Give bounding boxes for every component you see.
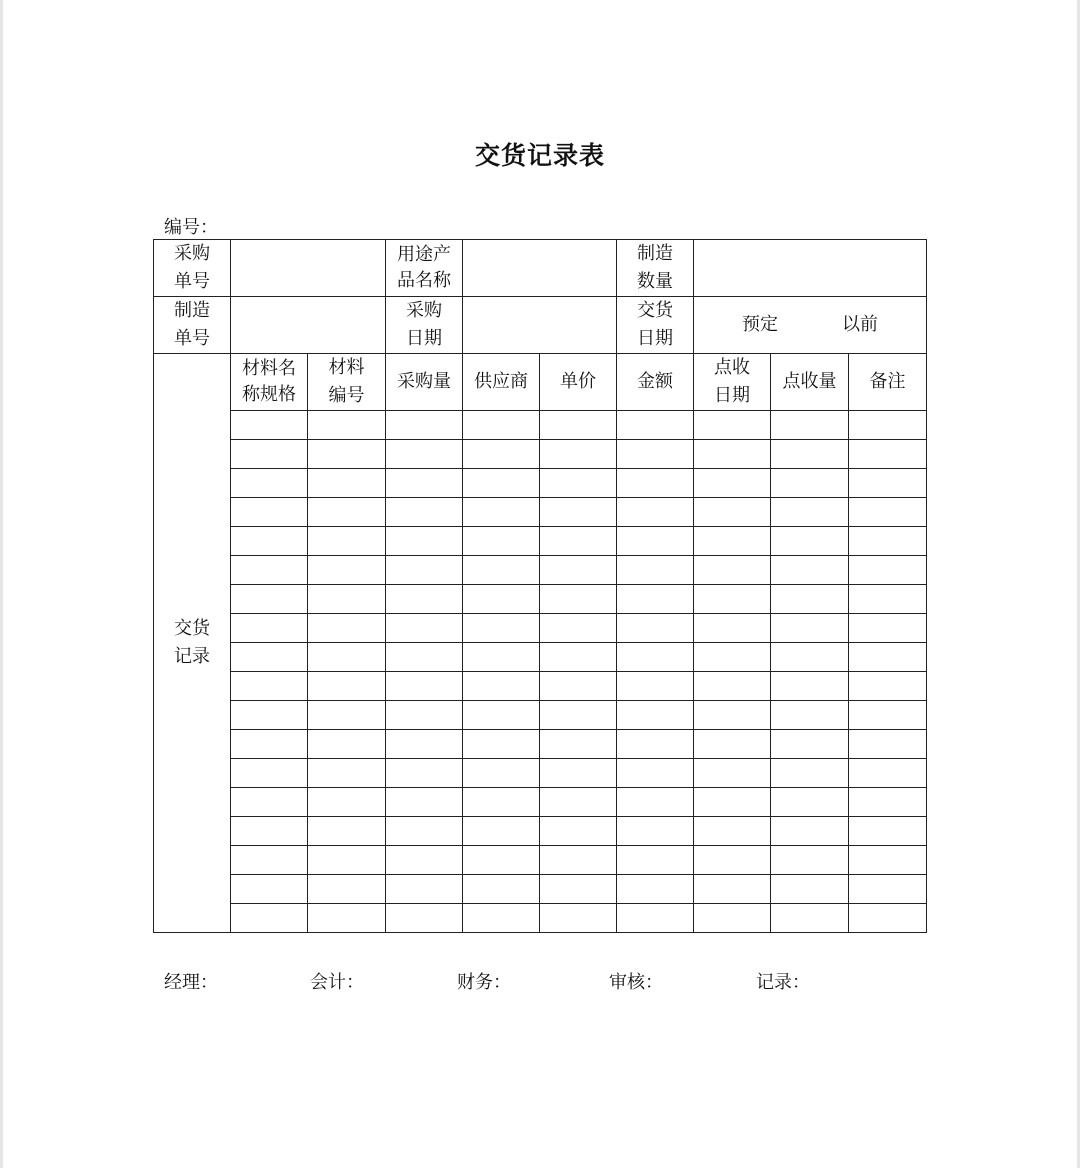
table-cell[interactable] (694, 672, 771, 701)
column-header-unit-price: 单价 (540, 354, 617, 411)
table-row (154, 817, 927, 846)
column-header-material-name: 材料名称规格 (231, 354, 308, 411)
table-cell[interactable] (694, 527, 771, 556)
table-cell[interactable] (386, 788, 463, 817)
table-cell[interactable] (463, 672, 540, 701)
table-cell[interactable] (231, 875, 308, 904)
table-cell[interactable] (617, 846, 694, 875)
table-cell[interactable] (540, 846, 617, 875)
table-cell[interactable] (386, 817, 463, 846)
table-cell[interactable] (771, 759, 849, 788)
column-header-material-code: 材料编号 (308, 354, 386, 411)
table-cell[interactable] (386, 614, 463, 643)
table-cell[interactable] (694, 904, 771, 933)
table-cell[interactable] (386, 730, 463, 759)
table-cell[interactable] (771, 817, 849, 846)
table-cell[interactable] (231, 498, 308, 527)
table-row (154, 440, 927, 469)
table-cell[interactable] (849, 585, 927, 614)
table-cell[interactable] (231, 614, 308, 643)
table-cell[interactable] (308, 614, 386, 643)
table-cell[interactable] (771, 527, 849, 556)
table-row (154, 585, 927, 614)
table-cell[interactable] (617, 469, 694, 498)
table-cell[interactable] (463, 498, 540, 527)
table-cell[interactable] (694, 585, 771, 614)
table-cell[interactable] (694, 643, 771, 672)
table-row (154, 904, 927, 933)
table-cell[interactable] (617, 730, 694, 759)
table-cell[interactable] (617, 498, 694, 527)
table-cell[interactable] (308, 875, 386, 904)
table-cell[interactable] (694, 498, 771, 527)
table-cell[interactable] (617, 585, 694, 614)
column-header-received-qty: 点收量 (771, 354, 849, 411)
table-cell[interactable] (694, 817, 771, 846)
table-cell[interactable] (771, 585, 849, 614)
table-cell[interactable] (308, 817, 386, 846)
table-cell[interactable] (463, 904, 540, 933)
table-cell[interactable] (231, 411, 308, 440)
table-cell[interactable] (231, 440, 308, 469)
table-row (154, 411, 927, 440)
table-cell[interactable] (463, 875, 540, 904)
table-cell[interactable] (463, 701, 540, 730)
table-row (154, 672, 927, 701)
table-row (154, 701, 927, 730)
table-cell[interactable] (849, 788, 927, 817)
table-cell[interactable] (617, 527, 694, 556)
table-cell[interactable] (771, 498, 849, 527)
table-cell[interactable] (386, 556, 463, 585)
table-cell[interactable] (617, 556, 694, 585)
table-cell[interactable] (463, 411, 540, 440)
table-row (154, 875, 927, 904)
purchase-order-label: 采购单号 (174, 243, 210, 292)
table-cell[interactable] (849, 440, 927, 469)
header-row-1 (154, 240, 927, 297)
mfg-qty-value-cell[interactable] (694, 240, 927, 297)
table-cell[interactable] (308, 701, 386, 730)
table-cell[interactable] (694, 759, 771, 788)
table-cell[interactable] (386, 469, 463, 498)
table-cell[interactable] (308, 411, 386, 440)
column-header-row (154, 354, 927, 411)
table-cell[interactable] (386, 498, 463, 527)
mfg-qty-label-cell (617, 240, 694, 297)
product-name-label-cell (386, 240, 463, 297)
table-cell[interactable] (308, 730, 386, 759)
table-cell[interactable] (231, 469, 308, 498)
table-cell[interactable] (771, 556, 849, 585)
table-cell[interactable] (231, 904, 308, 933)
table-cell[interactable] (540, 556, 617, 585)
column-header-remarks: 备注 (849, 354, 927, 411)
table-cell[interactable] (771, 469, 849, 498)
table-cell[interactable] (540, 498, 617, 527)
table-cell[interactable] (231, 643, 308, 672)
table-cell[interactable] (540, 759, 617, 788)
table-cell[interactable] (463, 614, 540, 643)
table-cell[interactable] (617, 904, 694, 933)
table-row (154, 527, 927, 556)
table-cell[interactable] (694, 875, 771, 904)
table-cell[interactable] (849, 498, 927, 527)
table-cell[interactable] (463, 585, 540, 614)
table-cell[interactable] (308, 643, 386, 672)
table-cell[interactable] (386, 672, 463, 701)
table-cell[interactable] (617, 788, 694, 817)
table-cell[interactable] (849, 904, 927, 933)
table-cell[interactable] (463, 469, 540, 498)
table-cell[interactable] (231, 672, 308, 701)
table-cell[interactable] (849, 643, 927, 672)
delivery-record-section-label: 交货记录 (174, 618, 210, 667)
manager-signature-label: 经理： (164, 972, 218, 993)
table-cell[interactable] (694, 440, 771, 469)
table-cell[interactable] (386, 904, 463, 933)
document-title: 交货记录表 (474, 141, 605, 170)
delivery-before-text: 以前 (842, 314, 878, 335)
accountant-signature-label: 会计： (310, 972, 364, 993)
table-cell[interactable] (694, 701, 771, 730)
table-cell[interactable] (540, 875, 617, 904)
table-cell[interactable] (771, 614, 849, 643)
table-cell[interactable] (771, 875, 849, 904)
mfg-order-value-cell[interactable] (231, 297, 386, 354)
table-cell[interactable] (308, 469, 386, 498)
table-row (154, 469, 927, 498)
table-row (154, 788, 927, 817)
table-row (154, 730, 927, 759)
mfg-qty-label: 制造数量 (637, 243, 673, 292)
table-cell[interactable] (308, 585, 386, 614)
delivery-record-table (153, 239, 927, 933)
table-cell[interactable] (386, 585, 463, 614)
table-cell[interactable] (386, 875, 463, 904)
table-cell[interactable] (617, 672, 694, 701)
purchase-order-label-cell (154, 240, 231, 297)
table-cell[interactable] (540, 411, 617, 440)
table-cell[interactable] (617, 759, 694, 788)
table-cell[interactable] (771, 701, 849, 730)
table-cell[interactable] (849, 469, 927, 498)
serial-number-label: 编号： (164, 217, 218, 238)
table-cell[interactable] (617, 643, 694, 672)
table-cell[interactable] (849, 556, 927, 585)
table-cell[interactable] (617, 875, 694, 904)
table-row (154, 643, 927, 672)
table-cell[interactable] (849, 730, 927, 759)
delivery-date-label-cell (617, 297, 694, 354)
table-cell[interactable] (540, 788, 617, 817)
table-cell[interactable] (540, 730, 617, 759)
purchase-order-value-cell[interactable] (231, 240, 386, 297)
column-header-receipt-date: 点收日期 (694, 354, 771, 411)
table-cell[interactable] (849, 875, 927, 904)
table-cell[interactable] (617, 614, 694, 643)
table-cell[interactable] (694, 614, 771, 643)
column-header-purchase-qty: 采购量 (386, 354, 463, 411)
table-row (154, 846, 927, 875)
table-cell[interactable] (849, 817, 927, 846)
table-cell[interactable] (386, 643, 463, 672)
table-cell[interactable] (308, 556, 386, 585)
table-cell[interactable] (849, 614, 927, 643)
table-cell[interactable] (540, 701, 617, 730)
table-cell[interactable] (617, 440, 694, 469)
table-cell[interactable] (849, 527, 927, 556)
table-cell[interactable] (308, 498, 386, 527)
table-cell[interactable] (694, 788, 771, 817)
table-cell[interactable] (231, 788, 308, 817)
table-cell[interactable] (308, 759, 386, 788)
table-cell[interactable] (308, 440, 386, 469)
table-cell[interactable] (540, 904, 617, 933)
page-edge-left (0, 0, 3, 1168)
table-cell[interactable] (771, 440, 849, 469)
table-cell[interactable] (771, 846, 849, 875)
table-cell[interactable] (849, 411, 927, 440)
table-cell[interactable] (463, 730, 540, 759)
table-cell[interactable] (308, 846, 386, 875)
table-cell[interactable] (540, 817, 617, 846)
table-cell[interactable] (540, 440, 617, 469)
table-cell[interactable] (694, 846, 771, 875)
table-cell[interactable] (540, 527, 617, 556)
delivery-record-section-cell (154, 354, 231, 933)
table-cell[interactable] (540, 643, 617, 672)
purchase-date-label: 采购日期 (406, 300, 442, 349)
table-cell[interactable] (386, 846, 463, 875)
table-cell[interactable] (386, 440, 463, 469)
table-cell[interactable] (540, 469, 617, 498)
mfg-order-label-cell (154, 297, 231, 354)
table-cell[interactable] (694, 469, 771, 498)
table-cell[interactable] (771, 788, 849, 817)
reviewer-signature-label: 审核： (609, 972, 663, 993)
table-cell[interactable] (386, 701, 463, 730)
table-cell[interactable] (771, 730, 849, 759)
table-cell[interactable] (463, 788, 540, 817)
table-cell[interactable] (849, 672, 927, 701)
header-row-2 (154, 297, 927, 354)
delivery-date-label: 交货日期 (637, 300, 673, 349)
table-cell[interactable] (771, 904, 849, 933)
table-cell[interactable] (463, 440, 540, 469)
table-cell[interactable] (463, 817, 540, 846)
table-cell[interactable] (386, 759, 463, 788)
delivery-date-value-cell[interactable] (694, 297, 927, 354)
table-cell[interactable] (308, 904, 386, 933)
table-cell[interactable] (540, 585, 617, 614)
table-row (154, 759, 927, 788)
table-cell[interactable] (308, 672, 386, 701)
table-cell[interactable] (771, 643, 849, 672)
table-cell[interactable] (617, 411, 694, 440)
table-cell[interactable] (231, 556, 308, 585)
table-cell[interactable] (463, 846, 540, 875)
table-cell[interactable] (617, 701, 694, 730)
table-cell[interactable] (849, 759, 927, 788)
purchase-date-label-cell (386, 297, 463, 354)
table-cell[interactable] (540, 672, 617, 701)
table-cell[interactable] (540, 614, 617, 643)
table-cell[interactable] (463, 556, 540, 585)
table-cell[interactable] (694, 556, 771, 585)
table-cell[interactable] (231, 817, 308, 846)
product-name-label: 用途产品名称 (396, 243, 451, 291)
mfg-order-label: 制造单号 (174, 300, 210, 349)
table-cell[interactable] (463, 759, 540, 788)
table-row (154, 556, 927, 585)
table-cell[interactable] (849, 846, 927, 875)
table-cell[interactable] (386, 411, 463, 440)
table-cell[interactable] (771, 411, 849, 440)
delivery-scheduled-text: 预定 (742, 314, 778, 335)
table-cell[interactable] (771, 672, 849, 701)
column-header-supplier: 供应商 (463, 354, 540, 411)
recorder-signature-label: 记录： (756, 972, 810, 993)
table-cell[interactable] (231, 759, 308, 788)
table-cell[interactable] (231, 846, 308, 875)
table-cell[interactable] (617, 817, 694, 846)
table-row (154, 614, 927, 643)
table-cell[interactable] (308, 527, 386, 556)
table-cell[interactable] (231, 585, 308, 614)
finance-signature-label: 财务： (457, 972, 511, 993)
purchase-date-value-cell[interactable] (463, 297, 617, 354)
table-cell[interactable] (694, 411, 771, 440)
table-cell[interactable] (463, 527, 540, 556)
table-cell[interactable] (386, 527, 463, 556)
table-cell[interactable] (231, 701, 308, 730)
table-cell[interactable] (231, 730, 308, 759)
product-name-value-cell[interactable] (463, 240, 617, 297)
table-cell[interactable] (463, 643, 540, 672)
table-row (154, 498, 927, 527)
column-header-amount: 金额 (617, 354, 694, 411)
table-cell[interactable] (231, 527, 308, 556)
table-cell[interactable] (308, 788, 386, 817)
table-cell[interactable] (849, 701, 927, 730)
table-cell[interactable] (694, 730, 771, 759)
